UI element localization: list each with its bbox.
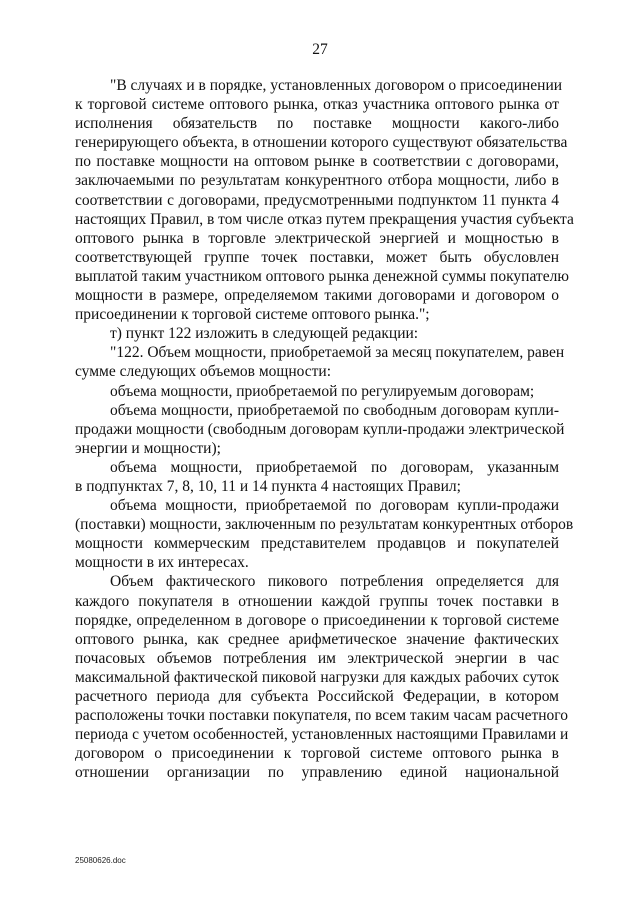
text-line: объема мощности, приобретаемой по договорам, указанным <box>110 458 559 476</box>
text-line: максимальной фактической пиковой нагрузки для каждых рабочих суток <box>75 668 559 686</box>
text-line: договором о присоединении к торговой системе оптового рынка в <box>75 745 559 763</box>
footer-filename: 25080626.doc <box>75 856 126 865</box>
text-line: исполнения обязательств по поставке мощности какого-либо <box>75 115 559 133</box>
text-line: объема мощности, приобретаемой по регулируемым договорам; <box>110 382 535 400</box>
text-line: т) пункт 122 изложить в следующей редакции: <box>110 325 419 343</box>
text-line: "В случаях и в порядке, установленных договором о присоединении <box>110 77 563 94</box>
text-line: расположены точки поставки покупателя, по всем таким часам расчетного <box>75 707 569 725</box>
page-number: 27 <box>312 41 328 58</box>
text-line: "122. Объем мощности, приобретаемой за месяц покупателем, равен <box>110 344 565 362</box>
text-line: выплатой таким участником оптового рынка денежной суммы покупателю <box>75 267 569 285</box>
text-line: каждого покупателя в отношении каждой группы точек поставки в <box>75 592 559 610</box>
text-line: мощности в размере, определяемом такими договорами и договором о <box>75 287 559 305</box>
text-line: мощности коммерческим представителем продавцов и покупателей <box>75 535 559 553</box>
text-line: оптового рынка, как среднее арифметическое значение фактических <box>75 630 559 648</box>
document-body <box>75 76 574 782</box>
text-line: почасовых объемов потребления им электрической энергии в час <box>75 649 559 667</box>
text-line: оптового рынка в торговле электрической энергией и мощностью в <box>75 229 559 247</box>
text-line: заключаемыми по результатам конкурентного отбора мощности, либо в <box>75 172 559 190</box>
text-line: сумме следующих объемов мощности: <box>75 363 332 381</box>
text-line: продажи мощности (свободным договорам купли-продажи электрической <box>75 420 565 438</box>
text-line: Объем фактического пикового потребления определяется для <box>110 573 559 591</box>
text-line: мощности в их интересах. <box>75 554 249 572</box>
text-line: расчетного периода для субъекта Российской Федерации, в котором <box>75 688 559 705</box>
text-line: энергии и мощности); <box>75 439 221 457</box>
text-line: в подпунктах 7, 8, 10, 11 и 14 пункта 4 настоящих Правил; <box>75 477 461 495</box>
text-line: присоединении к торговой системе оптового рынка."; <box>75 306 430 324</box>
text-line: объема мощности, приобретаемой по договорам купли-продажи <box>110 497 559 515</box>
text-line: генерирующего объекта, в отношении которого существуют обязательства <box>75 134 568 152</box>
text-line: (поставки) мощности, заключенным по результатам конкурентных отборов <box>75 516 574 534</box>
text-line: соответствии с договорами, предусмотренными подпунктом 11 пункта 4 <box>75 191 559 209</box>
text-line: объема мощности, приобретаемой по свободным договорам купли- <box>110 401 559 419</box>
text-line: настоящих Правил, в том числе отказ путем прекращения участия субъекта <box>75 210 574 228</box>
text-line: отношении организации по управлению единой национальной <box>75 764 559 782</box>
text-line: периода с учетом особенностей, установленных настоящими Правилами и <box>75 726 569 744</box>
text-line: соответствующей группе точек поставки, может быть обусловлен <box>75 248 559 266</box>
text-line: по поставке мощности на оптовом рынке в соответствии с договорами, <box>75 153 559 171</box>
text-line: порядке, определенном в договоре о присоединении к торговой системе <box>75 611 559 629</box>
text-line: к торговой системе оптового рынка, отказ участника оптового рынка от <box>75 96 559 114</box>
